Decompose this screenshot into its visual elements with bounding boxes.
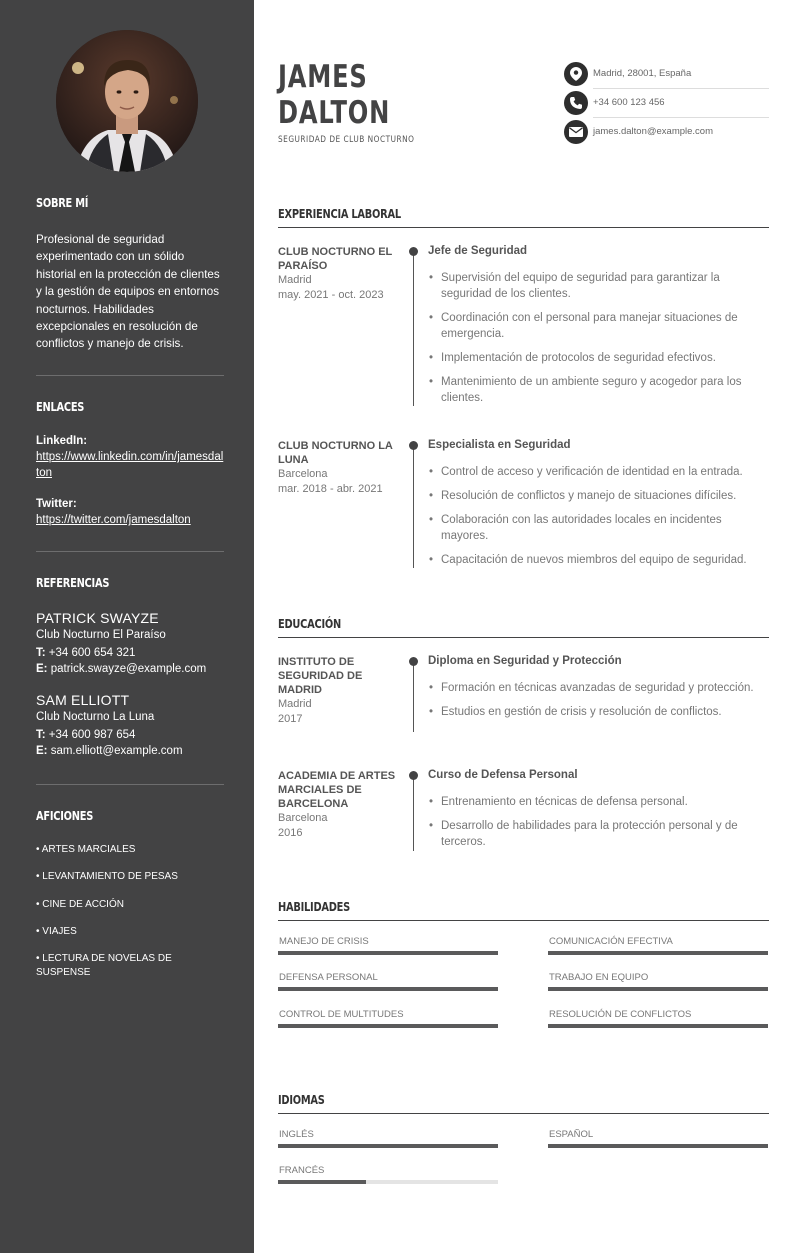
language-label: INGLÉS — [279, 1129, 314, 1140]
timeline-dot — [409, 247, 418, 256]
education-heading: EDUCACIÓN — [278, 617, 341, 631]
org-dates: 2016 — [278, 826, 303, 839]
reference-item — [36, 610, 224, 677]
languages-heading: IDIOMAS — [278, 1093, 325, 1107]
reference-email: E: sam.elliott@example.com — [36, 745, 183, 757]
phone-icon — [564, 91, 588, 115]
bullet-item: • Supervisión del equipo de seguridad para garantizar la seguridad de los clientes. — [429, 272, 720, 300]
reference-phone: T: +34 600 654 321 — [36, 647, 136, 659]
link-item-twitter — [36, 498, 224, 528]
contact-phone — [564, 91, 769, 115]
reference-item — [36, 692, 224, 759]
reference-company: Club Nocturno El Paraíso — [36, 629, 166, 641]
org-name: CLUB NOCTURNO EL PARAÍSO — [278, 246, 393, 272]
hobbies-heading: AFICIONES — [36, 809, 94, 823]
section-divider — [278, 637, 769, 638]
phone-text: +34 600 123 456 — [593, 97, 665, 108]
twitter-link[interactable]: https://twitter.com/jamesdalton — [36, 514, 191, 526]
skill-bar — [548, 1024, 768, 1028]
timeline-line — [413, 774, 414, 851]
org-location: Barcelona — [278, 468, 328, 480]
reference-phone: T: +34 600 987 654 — [36, 729, 136, 741]
experience-org — [278, 245, 396, 302]
about-heading: SOBRE MÍ — [36, 196, 89, 210]
degree-title: Diploma en Seguridad y Protección — [428, 655, 622, 667]
section-divider — [278, 920, 769, 921]
references-heading: REFERENCIAS — [36, 576, 110, 590]
language-item — [278, 1165, 498, 1176]
location-pin-icon — [564, 62, 588, 86]
timeline-dot — [409, 771, 418, 780]
timeline-dot — [409, 657, 418, 666]
timeline-line — [413, 660, 414, 732]
skill-item — [278, 936, 498, 947]
reference-name: PATRICK SWAYZE — [36, 610, 159, 626]
skill-bar — [278, 951, 498, 955]
links-heading: ENLACES — [36, 400, 85, 414]
divider — [36, 551, 224, 552]
reference-email: E: patrick.swayze@example.com — [36, 663, 207, 675]
last-name: DALTON — [278, 95, 391, 131]
bullet-item: • Resolución de conflictos y manejo de situaciones difíciles. — [429, 490, 737, 502]
timeline-line — [413, 445, 414, 568]
skill-label: DEFENSA PERSONAL — [279, 972, 378, 983]
job-title: SEGURIDAD DE CLUB NOCTURNO — [278, 135, 415, 145]
bullet-item: • Entrenamiento en técnicas de defensa personal. — [429, 796, 688, 808]
role-title: Jefe de Seguridad — [428, 245, 528, 257]
profile-photo — [56, 30, 198, 172]
skill-item — [278, 972, 498, 983]
education-org — [278, 655, 396, 726]
skill-label: CONTROL DE MULTITUDES — [279, 1009, 404, 1020]
org-location: Madrid — [278, 698, 312, 710]
bullet-item: • Estudios en gestión de crisis y resolución de conflictos. — [429, 706, 722, 718]
skill-bar — [548, 987, 768, 991]
role-title: Especialista en Seguridad — [428, 439, 571, 451]
skill-bar — [278, 1024, 498, 1028]
link-label: LinkedIn: — [36, 435, 88, 447]
org-dates: may. 2021 - oct. 2023 — [278, 288, 384, 301]
bullet-item: • Capacitación de nuevos miembros del equipo de seguridad. — [429, 554, 747, 566]
language-bar — [278, 1144, 498, 1148]
link-item-linkedin — [36, 435, 224, 481]
linkedin-link[interactable]: https://www.linkedin.com/in/jamesdalton — [36, 451, 224, 479]
experience-heading: EXPERIENCIA LABORAL — [278, 207, 401, 221]
skills-heading: HABILIDADES — [278, 900, 351, 914]
hobby-item: • ARTES MARCIALES — [36, 844, 136, 855]
skill-label: TRABAJO EN EQUIPO — [549, 972, 649, 983]
divider — [36, 784, 224, 785]
timeline-line — [413, 252, 414, 406]
skill-item — [548, 936, 768, 947]
contact-email — [564, 120, 769, 144]
bullet-item: • Formación en técnicas avanzadas de seguridad y protección. — [429, 682, 754, 694]
about-text: Profesional de seguridad experimentado con un sólido historial en la protección de clientes y la gestión de equipos en entornos nocturnos. Habilidades excepcionales en resolución de conflictos y manejo de crisis. — [36, 233, 220, 351]
language-item — [278, 1129, 498, 1140]
experience-org — [278, 439, 396, 496]
hobby-item: • LECTURA DE NOVELAS DE SUSPENSE — [36, 953, 172, 978]
language-label: FRANCÉS — [279, 1165, 325, 1176]
org-location: Barcelona — [278, 812, 328, 824]
org-name: ACADEMIA DE ARTES MARCIALES DE BARCELONA — [278, 770, 396, 810]
language-bar — [548, 1144, 768, 1148]
education-org — [278, 769, 396, 840]
link-label: Twitter: — [36, 498, 77, 510]
org-name: INSTITUTO DE SEGURIDAD DE MADRID — [278, 656, 363, 696]
address-text: Madrid, 28001, España — [593, 68, 692, 79]
skill-label: RESOLUCIÓN DE CONFLICTOS — [549, 1009, 692, 1020]
mail-icon — [564, 120, 588, 144]
skill-label: COMUNICACIÓN EFECTIVA — [549, 936, 673, 947]
language-bar — [278, 1180, 498, 1184]
skill-item — [278, 1009, 498, 1020]
contact-address — [564, 62, 769, 86]
org-name: CLUB NOCTURNO LA LUNA — [278, 440, 393, 466]
email-text[interactable]: james.dalton@example.com — [593, 126, 714, 137]
hobby-item: • LEVANTAMIENTO DE PESAS — [36, 871, 178, 882]
org-dates: 2017 — [278, 712, 303, 725]
skill-item — [548, 1009, 768, 1020]
section-divider — [278, 1113, 769, 1114]
skill-item — [548, 972, 768, 983]
bullet-item: • Mantenimiento de un ambiente seguro y acogedor para los clientes. — [429, 376, 742, 404]
degree-title: Curso de Defensa Personal — [428, 769, 578, 781]
bullet-item: • Desarrollo de habilidades para la protección personal y de terceros. — [429, 820, 738, 848]
bullet-item: • Coordinación con el personal para manejar situaciones de emergencia. — [429, 312, 738, 340]
sidebar — [0, 0, 254, 1253]
reference-company: Club Nocturno La Luna — [36, 711, 155, 723]
skill-bar — [548, 951, 768, 955]
reference-name: SAM ELLIOTT — [36, 692, 130, 708]
bullet-item: • Implementación de protocolos de seguridad efectivos. — [429, 352, 716, 364]
hobby-item: • VIAJES — [36, 926, 77, 937]
section-divider — [278, 227, 769, 228]
hobby-item: • CINE DE ACCIÓN — [36, 899, 124, 910]
bullet-item: • Control de acceso y verificación de identidad en la entrada. — [429, 466, 743, 478]
divider — [593, 88, 769, 89]
language-item — [548, 1129, 768, 1140]
org-dates: mar. 2018 - abr. 2021 — [278, 482, 383, 495]
org-location: Madrid — [278, 274, 312, 286]
language-label: ESPAÑOL — [549, 1129, 594, 1140]
skill-bar — [278, 987, 498, 991]
divider — [36, 375, 224, 376]
first-name: JAMES — [278, 59, 368, 95]
bullet-item: • Colaboración con las autoridades locales en incidentes mayores. — [429, 514, 722, 542]
timeline-dot — [409, 441, 418, 450]
divider — [593, 117, 769, 118]
skill-label: MANEJO DE CRISIS — [279, 936, 369, 947]
